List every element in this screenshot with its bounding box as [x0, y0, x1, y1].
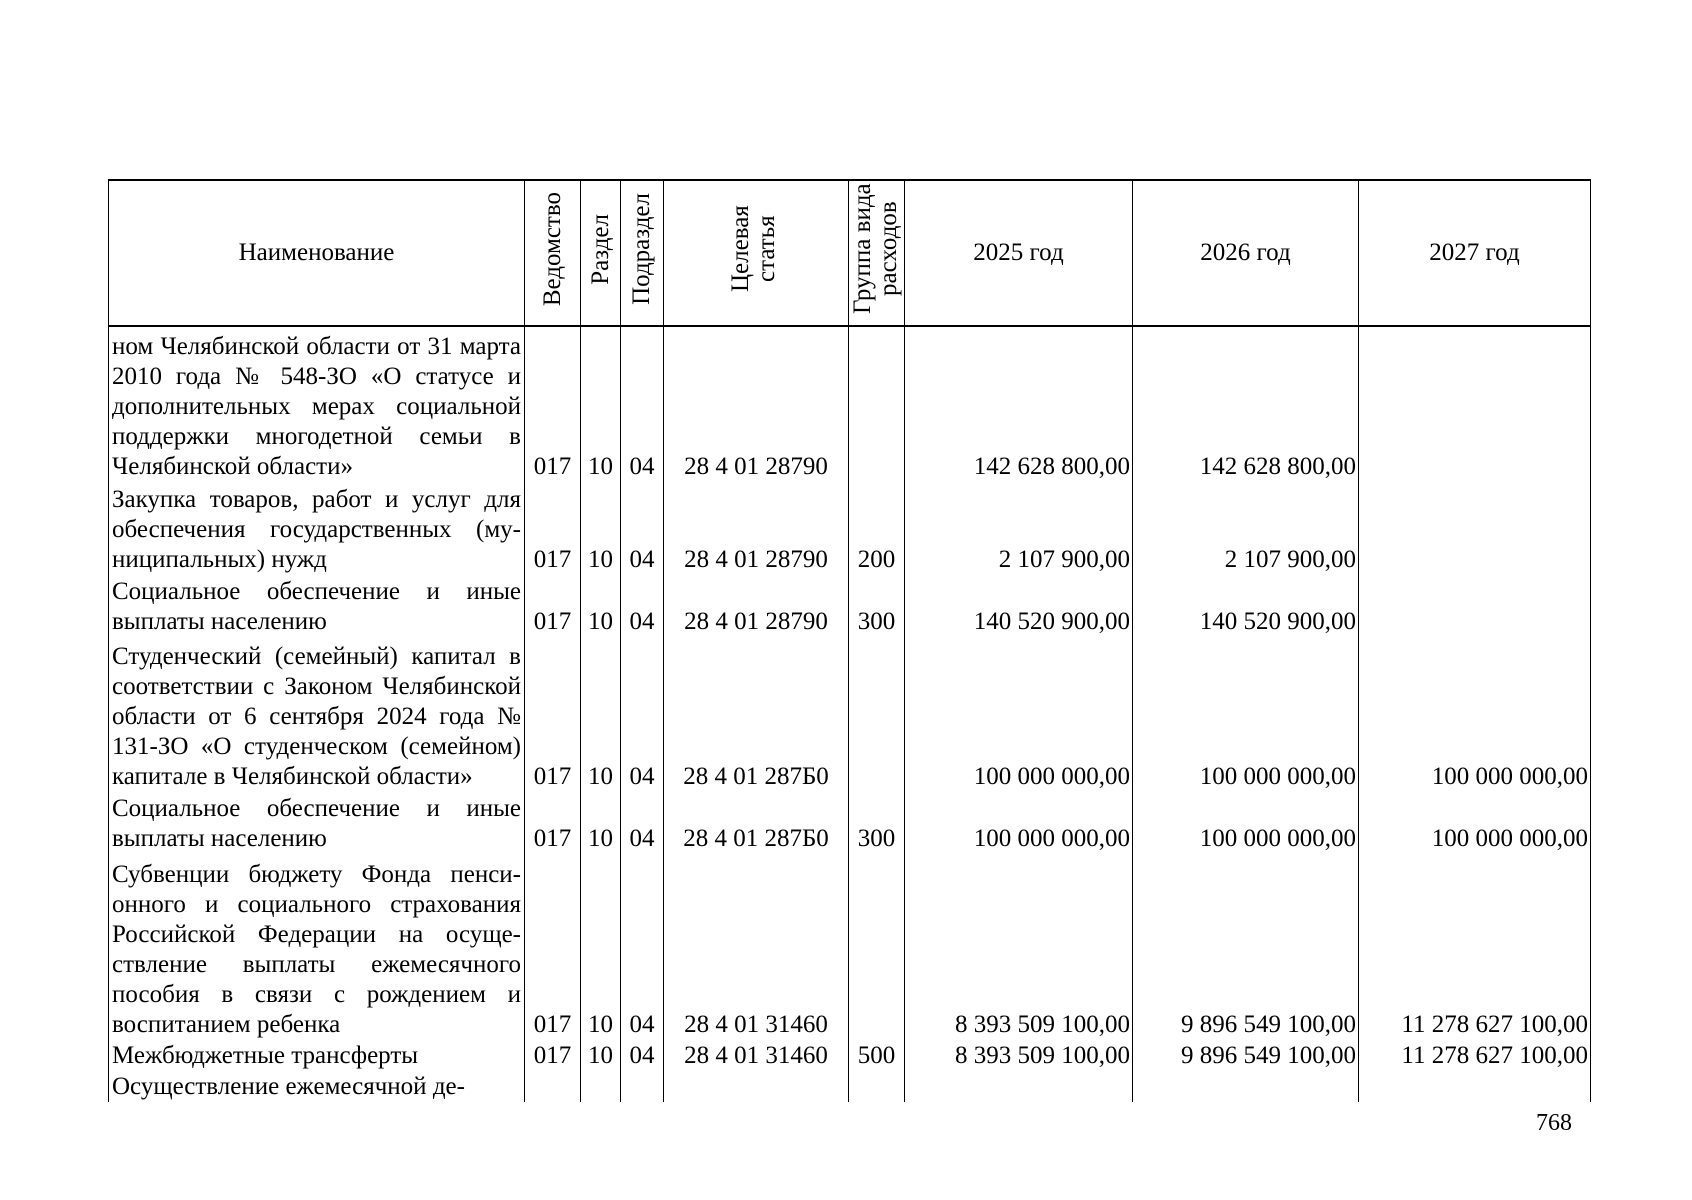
table-row [109, 637, 1591, 792]
row-target-article: 28 4 01 31460 [664, 854, 849, 1040]
row-name: Осуществление ежемесячной де- [109, 1071, 525, 1102]
row-expense-group: 200 [849, 482, 905, 575]
row-expense-group: 500 [849, 1040, 905, 1071]
row-value-2026: 142 628 800,00 [1133, 326, 1359, 482]
row-section: 10 [581, 792, 621, 854]
row-expense-group: 300 [849, 575, 905, 637]
row-subsection: 04 [621, 1040, 664, 1071]
row-target-article: 28 4 01 28790 [664, 482, 849, 575]
row-section [581, 1071, 621, 1102]
row-department: 017 [525, 1040, 581, 1071]
row-value-2027: 100 000 000,00 [1359, 637, 1591, 792]
row-name: Субвенции бюджету Фонда пенсионного и социального страхования Российской Федерации на осуществление выплаты ежемесячного пособия в связи с рождением и воспитанием ребенка [109, 854, 525, 1040]
row-target-article: 28 4 01 28790 [664, 575, 849, 637]
row-subsection: 04 [621, 326, 664, 482]
row-value-2026: 100 000 000,00 [1133, 637, 1359, 792]
row-target-article: 28 4 01 287Б0 [664, 637, 849, 792]
row-expense-group [849, 637, 905, 792]
header-name: Наименование [109, 180, 525, 326]
table-row [109, 854, 1591, 1040]
row-value-2027 [1359, 326, 1591, 482]
row-value-2026: 2 107 900,00 [1133, 482, 1359, 575]
row-department [525, 1071, 581, 1102]
row-value-2025: 2 107 900,00 [905, 482, 1133, 575]
row-section: 10 [581, 482, 621, 575]
row-expense-group: 300 [849, 792, 905, 854]
row-value-2027: 100 000 000,00 [1359, 792, 1591, 854]
row-department: 017 [525, 326, 581, 482]
row-target-article [664, 1071, 849, 1102]
row-subsection [621, 1071, 664, 1102]
row-value-2026: 100 000 000,00 [1133, 792, 1359, 854]
row-value-2026 [1133, 1071, 1359, 1102]
row-name: ном Челябинской области от 31 марта 2010 года № 548-ЗО «О статусе и дополнительных мерах социальной поддержки многодетной семьи в Челябинской области» [109, 326, 525, 482]
row-subsection: 04 [621, 575, 664, 637]
header-year-2026: 2026 год [1133, 180, 1359, 326]
row-department: 017 [525, 854, 581, 1040]
row-section: 10 [581, 326, 621, 482]
row-value-2025: 100 000 000,00 [905, 792, 1133, 854]
row-value-2027: 11 278 627 100,00 [1359, 1040, 1591, 1071]
row-value-2025: 142 628 800,00 [905, 326, 1133, 482]
row-value-2027 [1359, 482, 1591, 575]
row-section: 10 [581, 637, 621, 792]
row-department: 017 [525, 482, 581, 575]
row-expense-group [849, 1071, 905, 1102]
row-department: 017 [525, 637, 581, 792]
row-section: 10 [581, 1040, 621, 1071]
row-expense-group [849, 326, 905, 482]
table-row [109, 482, 1591, 575]
row-subsection: 04 [621, 482, 664, 575]
row-value-2026: 140 520 900,00 [1133, 575, 1359, 637]
header-section: Раздел [581, 180, 621, 326]
row-name: Социальное обеспечение и иные выплаты населению [109, 792, 525, 854]
row-expense-group [849, 854, 905, 1040]
header-year-2027: 2027 год [1359, 180, 1591, 326]
row-name: Социальное обеспечение и иные выплаты населению [109, 575, 525, 637]
row-value-2025: 140 520 900,00 [905, 575, 1133, 637]
header-target-article: Целевая статья [664, 180, 849, 326]
row-value-2025: 8 393 509 100,00 [905, 1040, 1133, 1071]
header-expense-group: Группа вида расходов [849, 180, 905, 326]
row-department: 017 [525, 792, 581, 854]
table-row [109, 575, 1591, 637]
table-row [109, 1071, 1591, 1102]
row-value-2026: 9 896 549 100,00 [1133, 854, 1359, 1040]
header-subsection: Подраздел [621, 180, 664, 326]
row-name: Студенческий (семейный) капитал в соответствии с Законом Челябинской области от 6 сентября 2024 года № 131-ЗО «О студенческом (семейном) капитале в Челябинской области» [109, 637, 525, 792]
header-department: Ведомство [525, 180, 581, 326]
row-subsection: 04 [621, 792, 664, 854]
row-name: Закупка товаров, работ и услуг для обеспечения государственных (муниципальных) нужд [109, 482, 525, 575]
row-name: Межбюджетные трансферты [109, 1040, 525, 1071]
row-subsection: 04 [621, 854, 664, 1040]
page-number: 768 [1536, 1110, 1572, 1136]
row-value-2025: 8 393 509 100,00 [905, 854, 1133, 1040]
table-row [109, 792, 1591, 854]
row-value-2027: 11 278 627 100,00 [1359, 854, 1591, 1040]
row-value-2025: 100 000 000,00 [905, 637, 1133, 792]
row-value-2027 [1359, 1071, 1591, 1102]
row-section: 10 [581, 854, 621, 1040]
row-value-2026: 9 896 549 100,00 [1133, 1040, 1359, 1071]
row-value-2025 [905, 1071, 1133, 1102]
row-target-article: 28 4 01 31460 [664, 1040, 849, 1071]
row-department: 017 [525, 575, 581, 637]
row-section: 10 [581, 575, 621, 637]
row-subsection: 04 [621, 637, 664, 792]
row-target-article: 28 4 01 28790 [664, 326, 849, 482]
header-year-2025: 2025 год [905, 180, 1133, 326]
budget-table [108, 179, 1591, 1102]
table-row [109, 326, 1591, 482]
row-value-2027 [1359, 575, 1591, 637]
row-target-article: 28 4 01 287Б0 [664, 792, 849, 854]
table-header-row [109, 180, 1591, 326]
table-row [109, 1040, 1591, 1071]
